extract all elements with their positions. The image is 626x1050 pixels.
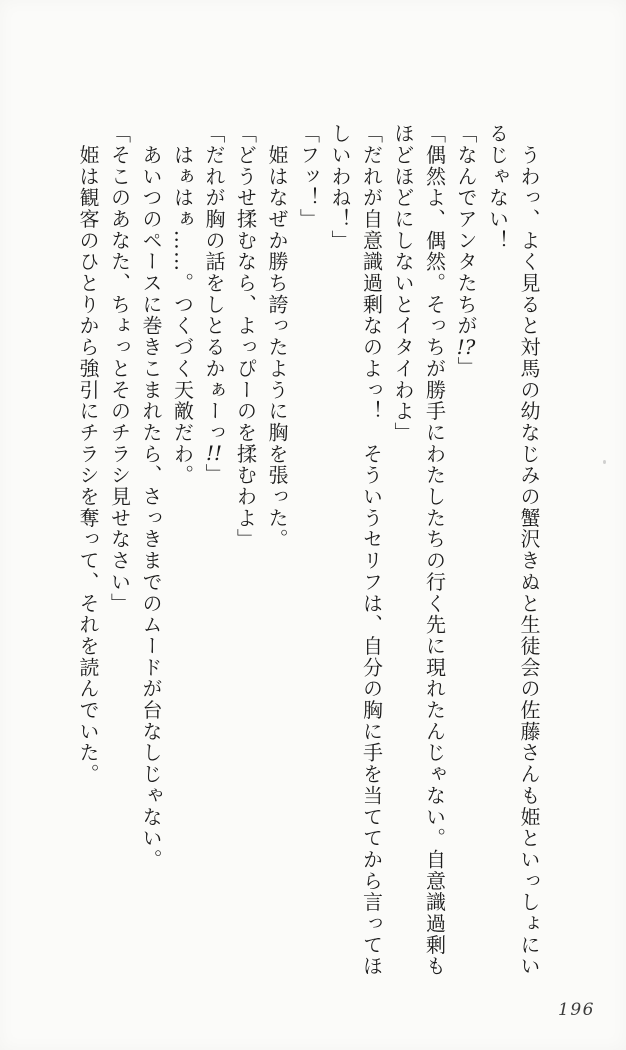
tate-chu-yoko: !?: [456, 336, 476, 357]
scan-artifact-speck: [603, 460, 606, 464]
paragraph: 姫はなぜか勝ち誇ったように胸を張った。: [265, 123, 289, 550]
paragraph: あいつのペースに巻きこまれたら、さっきまでのムードが台なしじゃない。: [139, 123, 163, 871]
novel-text-block: [72, 123, 545, 979]
paragraph: 「フッ！」: [296, 123, 321, 230]
paragraph: 姫は観客のひとりから強引にチラシを奪って、それを読んでいた。: [76, 123, 100, 785]
paragraph: 「そこのあなた、ちょっとそのチラシ見せなさい」: [107, 123, 132, 615]
tate-chu-yoko: !!: [205, 443, 223, 464]
page-number: 196: [558, 1000, 595, 1020]
paragraph: 「なんでアンタたちが!?」: [454, 123, 478, 378]
paragraph: うわっ、よく見ると対馬の幼なじみの蟹沢きぬと生徒会の佐藤さんも姫といっしょにいるじゃない！: [485, 123, 541, 977]
paragraph: 「だれが胸の話をしとるかぁーっ!!」: [202, 123, 226, 485]
paragraph: 「どうせ揉むなら、よっぴーのを揉むわよ」: [233, 123, 258, 550]
paragraph: 「だれが自意識過剰なのよっ！ そういうセリフは、自分の胸に手を当ててから言ってほしいわね！」: [328, 123, 384, 977]
paragraph: はぁはぁ……。つくづく天敵だわ。: [170, 123, 195, 486]
paragraph: 「偶然よ、偶然。そっちが勝手にわたしたちの行く先に現れたんじゃない。自意識過剰もほどほどにしないとイタイわよ」: [391, 123, 447, 977]
